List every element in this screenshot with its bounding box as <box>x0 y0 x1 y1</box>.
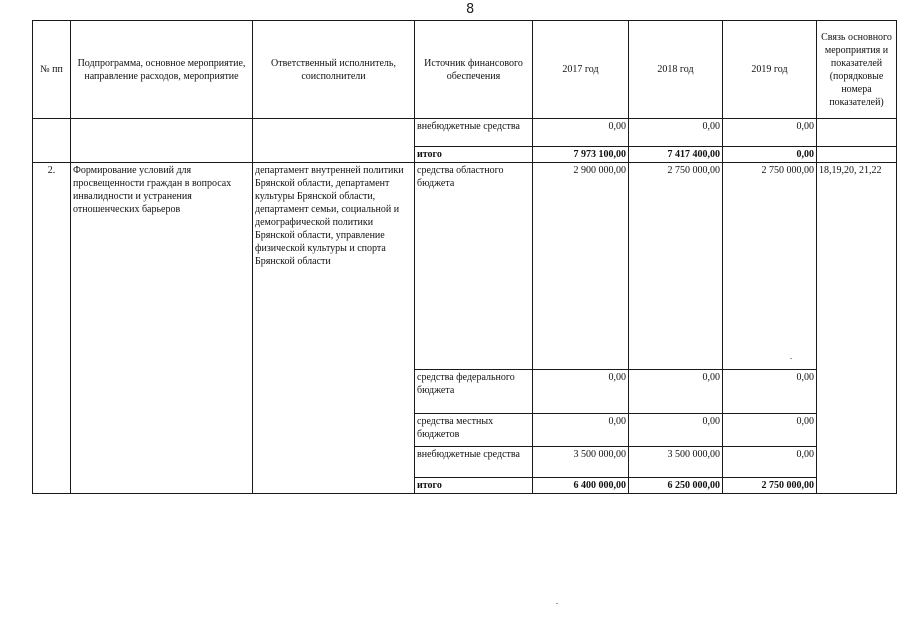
value-2018: 2 750 000,00 <box>629 163 723 370</box>
value-2017: 0,00 <box>533 414 629 447</box>
source-cell: внебюджетные средства <box>415 447 533 478</box>
indicator-link-cell: 18,19,20, 21,22 <box>817 163 897 494</box>
value-2019: 0,00 <box>723 447 817 478</box>
header-link: Связь основного мероприятия и показателей (порядковые номера показателей) <box>817 21 897 119</box>
value-2017: 7 973 100,00 <box>533 147 629 163</box>
header-program: Подпрограмма, основное мероприятие, направление расходов, мероприятие <box>71 21 253 119</box>
table-row <box>33 163 897 370</box>
value-2018: 0,00 <box>629 414 723 447</box>
header-source: Источник финансового обеспечения <box>415 21 533 119</box>
source-cell: средства федерального бюджета <box>415 370 533 414</box>
value-2017: 6 400 000,00 <box>533 478 629 494</box>
value-2018: 0,00 <box>629 119 723 147</box>
value-2019: 0,00 <box>723 147 817 163</box>
page-number: 8 <box>466 2 475 17</box>
empty-cell <box>33 119 71 163</box>
executor-cell: департамент внутренней политики Брянской области, департамент культуры Брянской области, департамент семьи, социальной и демографической политики Брянской области, управление физической культуры и спорта Брянской области <box>253 163 415 494</box>
value-2018: 6 250 000,00 <box>629 478 723 494</box>
source-cell: средства областного бюджета <box>415 163 533 370</box>
value-2017: 2 900 000,00 <box>533 163 629 370</box>
value-2017: 0,00 <box>533 119 629 147</box>
value-2018: 3 500 000,00 <box>629 447 723 478</box>
value-2019: 0,00 <box>723 370 817 414</box>
scan-speck <box>790 358 792 359</box>
source-cell: внебюджетные средства <box>415 119 533 147</box>
value-2017: 0,00 <box>533 370 629 414</box>
header-2019: 2019 год <box>723 21 817 119</box>
program-cell: Формирование условий для просвещенности граждан в вопросах инвалидности и устранения отношенческих барьеров <box>71 163 253 494</box>
empty-cell <box>817 147 897 163</box>
header-2017: 2017 год <box>533 21 629 119</box>
value-2018: 0,00 <box>629 370 723 414</box>
value-2019: 2 750 000,00 <box>723 163 817 370</box>
financing-table <box>32 20 897 494</box>
empty-cell <box>817 119 897 147</box>
header-executor: Ответственный исполнитель, соисполнители <box>253 21 415 119</box>
header-row <box>33 21 897 119</box>
row-number: 2. <box>33 163 71 494</box>
scan-speck <box>556 603 558 604</box>
value-2019: 2 750 000,00 <box>723 478 817 494</box>
empty-cell <box>253 119 415 163</box>
empty-cell <box>71 119 253 163</box>
source-cell: итого <box>415 478 533 494</box>
value-2017: 3 500 000,00 <box>533 447 629 478</box>
value-2019: 0,00 <box>723 119 817 147</box>
source-cell: средства местных бюджетов <box>415 414 533 447</box>
table-row <box>33 119 897 147</box>
header-num: № пп <box>33 21 71 119</box>
source-cell: итого <box>415 147 533 163</box>
value-2019: 0,00 <box>723 414 817 447</box>
header-2018: 2018 год <box>629 21 723 119</box>
value-2018: 7 417 400,00 <box>629 147 723 163</box>
